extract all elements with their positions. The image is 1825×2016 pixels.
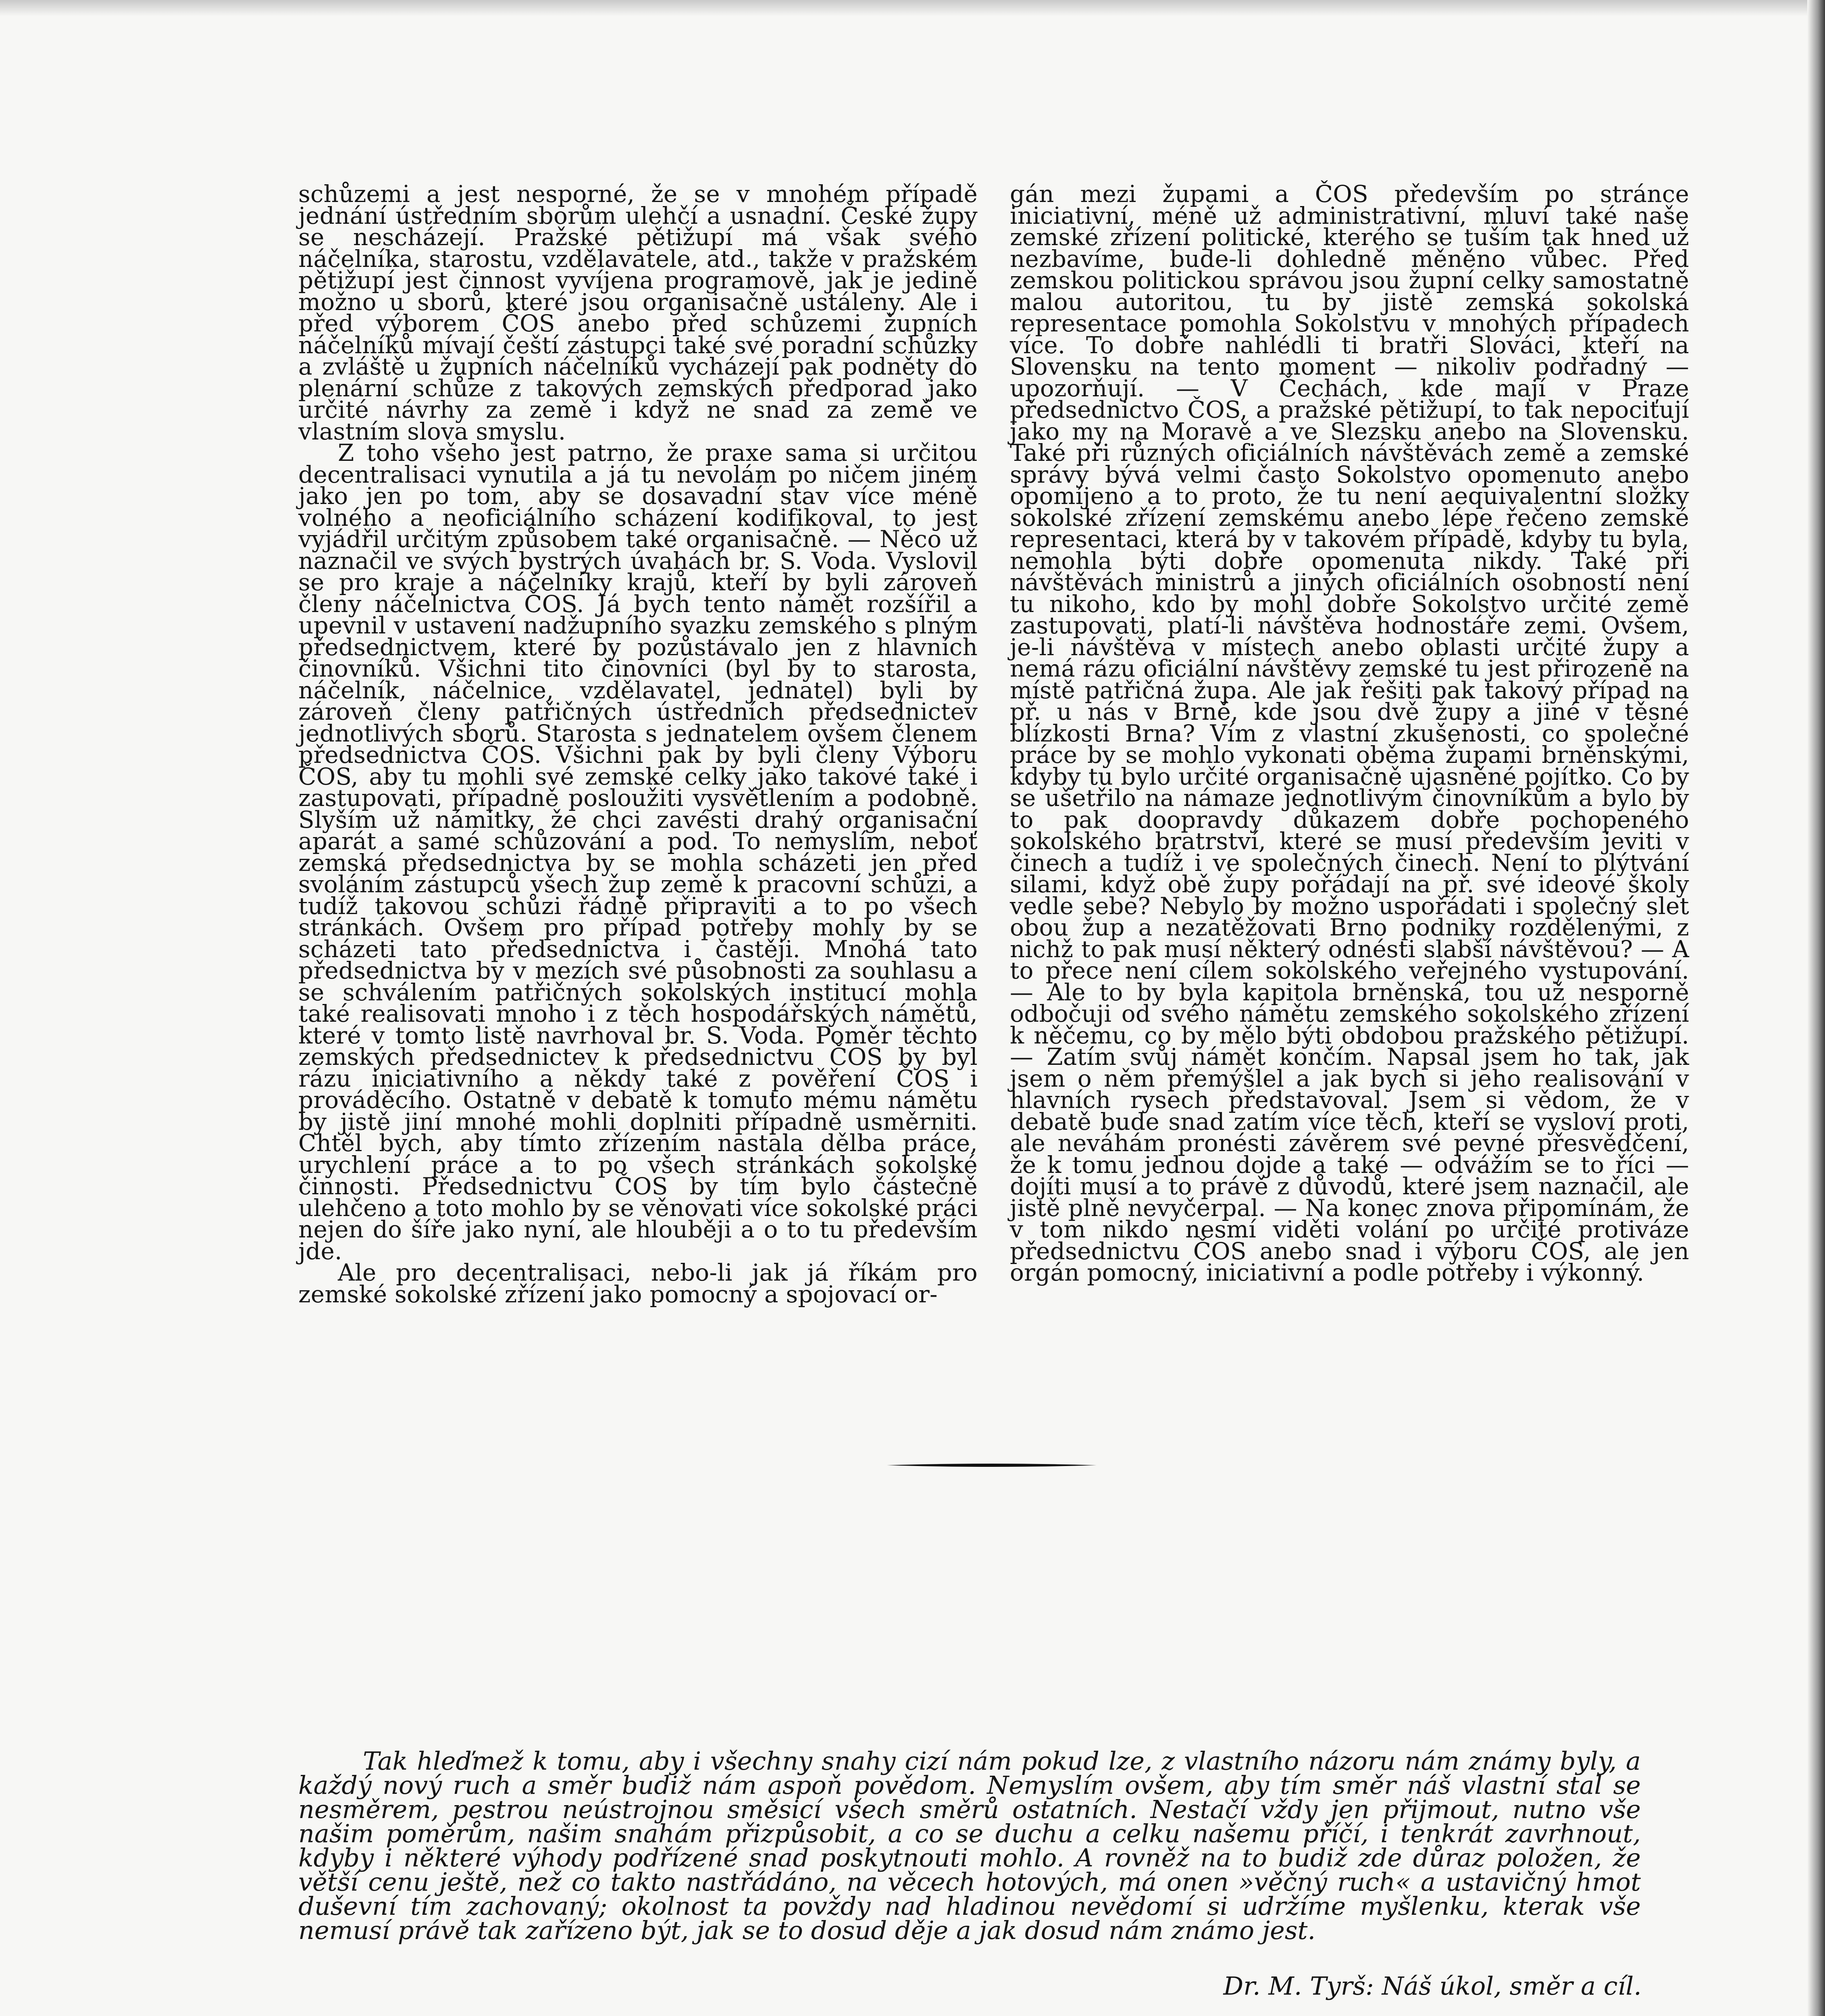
scan-shadow-right [1807,0,1825,2016]
left-paragraph-3: Ale pro decentralisaci, nebo-li jak já říkám pro zemské sokolské zřízení jako pomocný a spojovací or- [298,1259,978,1308]
scan-shadow-top [0,0,1825,16]
quote-attribution: Dr. M. Tyrš: Náš úkol, směr a cíl. [1223,1971,1642,2001]
right-text-column [1010,180,1689,1286]
left-paragraph-1: schůzemi a jest nesporné, že se v mnohém případě jednání ústředním sborům ulehčí a usnadní. České župy se nescházejí. Pražské pětižupí má však svého náčelníka, starostu, vzdělavatele, atd., takže v pražském pětižupí jest činnost vyvíjena programově, jak je jedině možno u sborů, které jsou organisačně ustáleny. Ale i před výborem ČOS anebo před schůzemi župních náčelníků mívají čeští zástupci také své poradní schůzky a zvláště u župních náčelníků vycházejí pak podněty do plenární schůze z takových zemských předporad jako určité návrhy za země i když ne snad za země ve vlastním slova smyslu. [298,180,978,445]
left-paragraph-2: Z toho všeho jest patrno, že praxe sama si určitou decentralisaci vynutila a já tu nevolám po ničem jiném jako jen po tom, aby se dosavadní stav více méně volného a neoficiálního scházení kodifikoval, to jest vyjádřil určitým způsobem také organisačně. — Něco už naznačil ve svých bystrých úvahách br. S. Voda. Vyslovil se pro kraje a náčelníky krajů, kteří by byli zároveň členy náčelnictva ČOS. Já bych tento námět rozšířil a upevnil v ustavení nadžupního svazku zemského s plným předsednictvem, které by pozůstávalo jen z hlavních činovníků. Všichni tito činovníci (byl by to starosta, náčelník, náčelnice, vzdělavatel, jednatel) byli by zároveň členy patřičných ústředních předsednictev jednotlivých sborů. Starosta s jednatelem ovšem členem předsednictva ČOS. Všichni pak by byli členy Výboru ČOS, aby tu mohli své zemské celky jako takové také i zastupovati, případně posloužiti vysvětlením a podobně. Slyším už námitky, že chci zavésti drahý organisační aparát a samé schůzování a pod. To nemyslím, neboť zemská předsednictva by se mohla scházeti jen před svoláním zástupců všech žup země k pracovní schůzi, a tudíž takovou schůzi řádně připraviti a to po všech stránkách. Ovšem pro případ potřeby mohly by se scházeti tato předsednictva i častěji. Mnohá tato předsednictva by v mezích své působnosti za souhlasu a se schválením patřičných sokolských institucí mohla také realisovati mnoho i z těch hospodářských námětů, které v tomto listě navrhoval br. S. Voda. Poměr těchto zemských předsednictev k předsednictvu ČOS by byl rázu iniciativního a někdy také z pověření ČOS i prováděcího. Ostatně v debatě k tomuto mému námětu by jistě jiní mnohé mohli doplniti případně usměrniti. Chtěl bych, aby tímto zřízením nastala dělba práce, urychlení práce a to po všech stránkách sokolské činnosti. Předsednictvu ČOS by tím bylo částečně ulehčeno a toto mohlo by se věnovati více sokolské práci nejen do šíře jako nyní, ale hlouběji a o to tu především jde. [298,439,978,1265]
tyrs-quote: Tak hleďmež k tomu, aby i všechny snahy cizí nám pokud lze, z vlastního názoru nám známy byly, a každý nový ruch a směr budiž nám aspoň povědom. Nemyslím ovšem, aby tím směr náš vlastní stal se nesměrem, pestrou neústrojnou směsicí všech směrů ostatních. Nestačí vždy jen přijmout, nutno vše našim poměrům, našim snahám přizpůsobit, a co se duchu a celku našemu příčí, i tenkrát zavrhnout, kdyby i některé výhody podřízené snad poskytnouti mohlo. A rovněž na to budiž zde důraz položen, že větší cenu ještě, než co takto nastřádáno, na věcech hotových, má onen »věčný ruch« a ustavičný hmot duševní tím zachovaný; okolnost ta povždy nad hladinou nevědomí si udržíme myšlenku, kterak vše nemusí právě tak zařízeno být, jak se to dosud děje a jak dosud nám známo jest. [298,1746,1641,1945]
section-divider-rule [887,1463,1097,1468]
right-paragraph-1: gán mezi župami a ČOS především po stránce iniciativní, méně už administrativní, mluví také naše zemské zřízení politické, kterého se tuším tak hned už nezbavíme, bude-li dohledně měněno vůbec. Před zemskou politickou správou jsou župní celky samostatně malou autoritou, tu by jistě zemská sokolská representace pomohla Sokolstvu v mnohých případech více. To dobře nahlédli ti bratři Slováci, kteří na Slovensku na tento moment — nikoliv podřadný — upozorňují. — V Čechách, kde mají v Praze předsednictvo ČOS, a pražské pětižupí, to tak nepociťují jako my na Moravě a ve Slezsku anebo na Slovensku. Také při různých oficiálních návštěvách země a zemské správy bývá velmi často Sokolstvo opomenuto anebo opomíjeno a to proto, že tu není aequivalentní složky sokolské zřízení zemskému anebo lépe řečeno zemské representaci, která by v takovém případě, kdyby tu byla, nemohla býti dobře opomenuta nikdy. Také při návštěvách ministrů a jiných oficiálních osobností není tu nikoho, kdo by mohl dobře Sokolstvo určité země zastupovati, platí-li návštěva hodnostáře zemi. Ovšem, je-li návštěva v místech anebo oblasti určité župy a nemá rázu oficiální návštěvy zemské tu jest přirozeně na místě patřičná župa. Ale jak řešiti pak takový případ na př. u nás v Brně, kde jsou dvě župy a jiné v těsné blízkosti Brna? Vím z vlastní zkušenosti, co společné práce by se mohlo vykonati oběma župami brněnskými, kdyby tu bylo určité organisačně ujasněné pojítko. Co by se ušetřilo na námaze jednotlivým činovníkům a bylo by to pak doopravdy důkazem dobře pochopeného sokolského bratrství, které se musí především jeviti v činech a tudíž i ve společných činech. Není to plýtvání silami, když obě župy pořádají na př. své ideové školy vedle sebe? Nebylo by možno uspořádati i společný slet obou žup a nezatěžovati Brno podniky rozdělenými, z nichž to pak musí některý odnésti slabší návštěvou? — A to přece není cílem sokolského veřejného vystupování. — Ale to by byla kapitola brněnská, tou už nesporně odbočuji od svého námětu zemského sokolského zřízení k něčemu, co by mělo býti obdobou pražského pětižupí. — Zatím svůj námět končím. Napsal jsem ho tak, jak jsem o něm přemýšlel a jak bych si jeho realisování v hlavních rysech představoval. Jsem si vědom, že v debatě bude snad zatím více těch, kteří se vysloví proti, ale neváhám pronésti závěrem své pevné přesvědčení, že k tomu jednou dojde a také — odvážím se to říci — dojíti musí a to právě z důvodů, které jsem naznačil, ale jistě plně nevyčerpal. — Na konec znova připomínám, že v tom nikdo nesmí viděti volání po určité protiváze předsednictvu ČOS anebo snad i výboru ČOS, ale jen orgán pomocný, iniciativní a podle potřeby i výkonný. [1010,180,1689,1286]
left-text-column [298,180,978,1308]
